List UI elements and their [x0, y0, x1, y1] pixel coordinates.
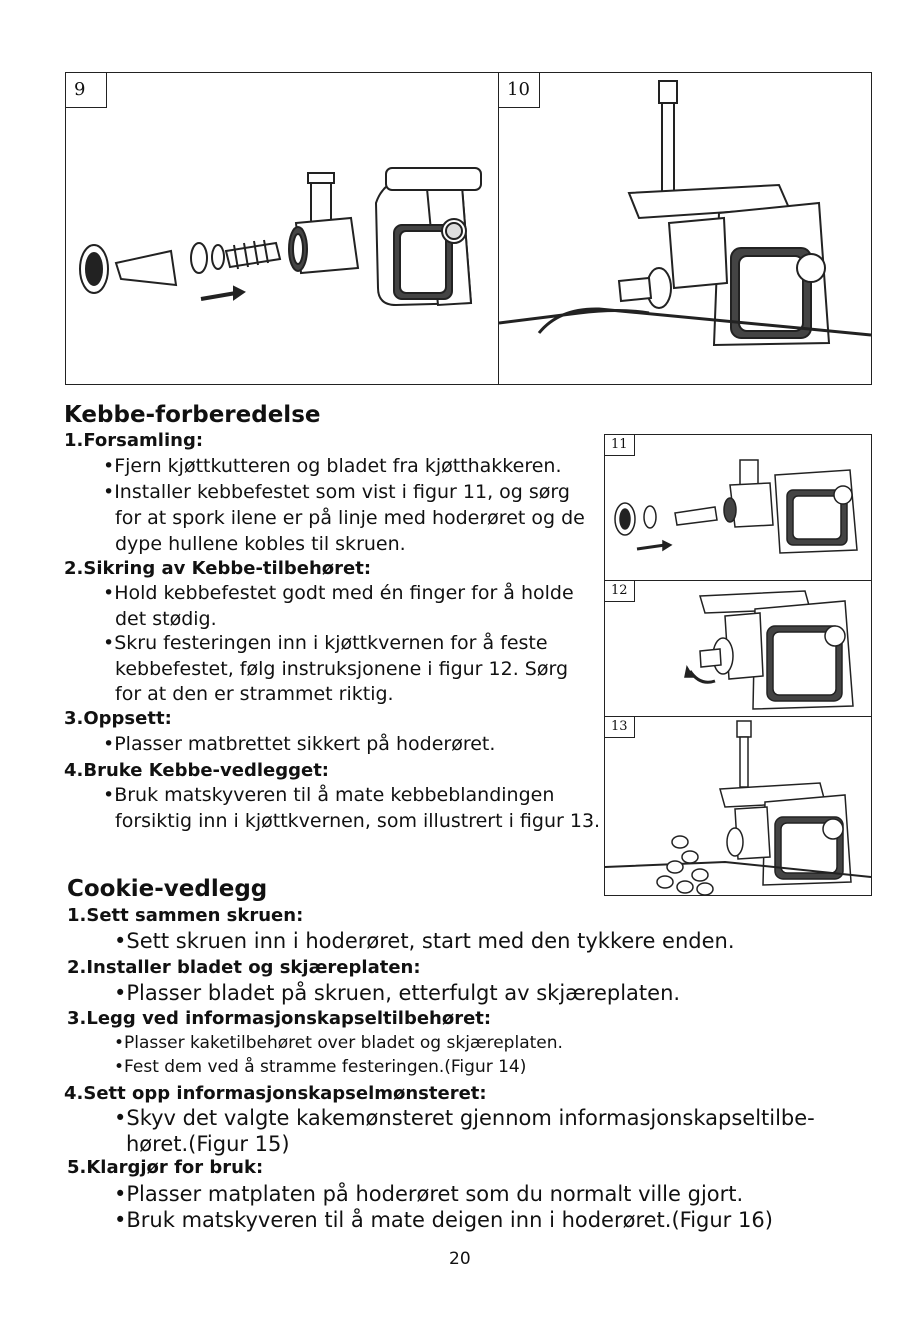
kebbe-step-2-bullet: •Skru festeringen inn i kjøttkvernen for å feste — [103, 632, 548, 654]
meat-grinder-disassembly-illustration — [66, 73, 499, 384]
kebbe-step-2-bullet-cont: kebbefestet, følg instruksjonene i figur 12. Sørg — [115, 658, 569, 680]
kebbe-step-2-bullet-cont: det stødig. — [115, 608, 217, 630]
cookie-step-4-heading: 4.Sett opp informasjonskapselmønsteret: — [64, 1083, 487, 1104]
kebbe-step-1-bullet-cont: dype hullene kobles til skruen. — [115, 533, 406, 555]
figure-13 — [604, 716, 872, 896]
kebbe-step-4-heading: 4.Bruke Kebbe-vedlegget: — [64, 760, 330, 781]
figure-9 — [65, 72, 500, 385]
figure-number: 9 — [66, 73, 107, 108]
kebbe-step-2-bullet-cont: for at den er strammet riktig. — [115, 683, 394, 705]
cookie-step-2-heading: 2.Installer bladet og skjæreplaten: — [67, 957, 421, 978]
kebbe-step-4-bullet-cont: forsiktig inn i kjøttkvernen, som illustrert i figur 13. — [115, 810, 601, 832]
meat-grinder-with-kebbe-attachment-illustration — [499, 73, 871, 384]
secure-ring-illustration — [605, 581, 871, 717]
figure-number: 12 — [605, 581, 635, 602]
section-title-kebbe: Kebbe-forberedelse — [64, 402, 321, 428]
kebbe-step-3-heading: 3.Oppsett: — [64, 708, 172, 729]
section-title-cookie: Cookie-vedlegg — [67, 876, 268, 902]
cookie-step-1-heading: 1.Sett sammen skruen: — [67, 905, 304, 926]
kebbe-step-1-bullet-cont: for at spork ilene er på linje med hoderøret og de — [115, 507, 585, 529]
page-number: 20 — [449, 1249, 471, 1269]
figure-number: 10 — [499, 73, 540, 108]
kebbe-step-1-bullet: •Installer kebbefestet som vist i figur 11, og sørg — [103, 481, 570, 503]
cookie-step-4-bullet-cont: høret.(Figur 15) — [126, 1132, 290, 1156]
kebbe-step-2-bullet: •Hold kebbefestet godt med én finger for å holde — [103, 582, 574, 604]
figure-number: 13 — [605, 717, 635, 738]
cookie-step-1-bullet: •Sett skruen inn i hoderøret, start med den tykkere enden. — [114, 929, 735, 953]
cookie-step-5-bullet: •Bruk matskyveren til å mate deigen inn i hoderøret.(Figur 16) — [114, 1208, 773, 1232]
figure-10 — [498, 72, 872, 385]
cookie-step-5-bullet: •Plasser matplaten på hoderøret som du normalt ville gjort. — [114, 1182, 744, 1206]
figure-number: 11 — [605, 435, 635, 456]
cookie-step-3-heading: 3.Legg ved informasjonskapseltilbehøret: — [67, 1008, 492, 1029]
kebbe-step-2-heading: 2.Sikring av Kebbe-tilbehøret: — [64, 558, 372, 579]
cookie-step-3-bullet: •Plasser kaketilbehøret over bladet og skjæreplaten. — [114, 1033, 563, 1053]
cookie-step-3-bullet: •Fest dem ved å stramme festeringen.(Figur 14) — [114, 1057, 527, 1077]
feeding-kebbe-illustration — [605, 717, 871, 895]
figure-11 — [604, 434, 872, 582]
cookie-step-5-heading: 5.Klargjør for bruk: — [67, 1157, 264, 1178]
figure-12 — [604, 580, 872, 718]
cookie-step-4-bullet: •Skyv det valgte kakemønsteret gjennom informasjonskapseltilbe- — [114, 1106, 815, 1130]
kebbe-step-1-bullet: •Fjern kjøttkutteren og bladet fra kjøtthakkeren. — [103, 455, 562, 477]
kebbe-step-1-heading: 1.Forsamling: — [64, 430, 204, 451]
kebbe-assembly-illustration — [605, 435, 871, 581]
kebbe-step-3-bullet: •Plasser matbrettet sikkert på hoderøret. — [103, 733, 496, 755]
kebbe-step-4-bullet: •Bruk matskyveren til å mate kebbeblandingen — [103, 784, 555, 806]
cookie-step-2-bullet: •Plasser bladet på skruen, etterfulgt av skjæreplaten. — [114, 981, 681, 1005]
